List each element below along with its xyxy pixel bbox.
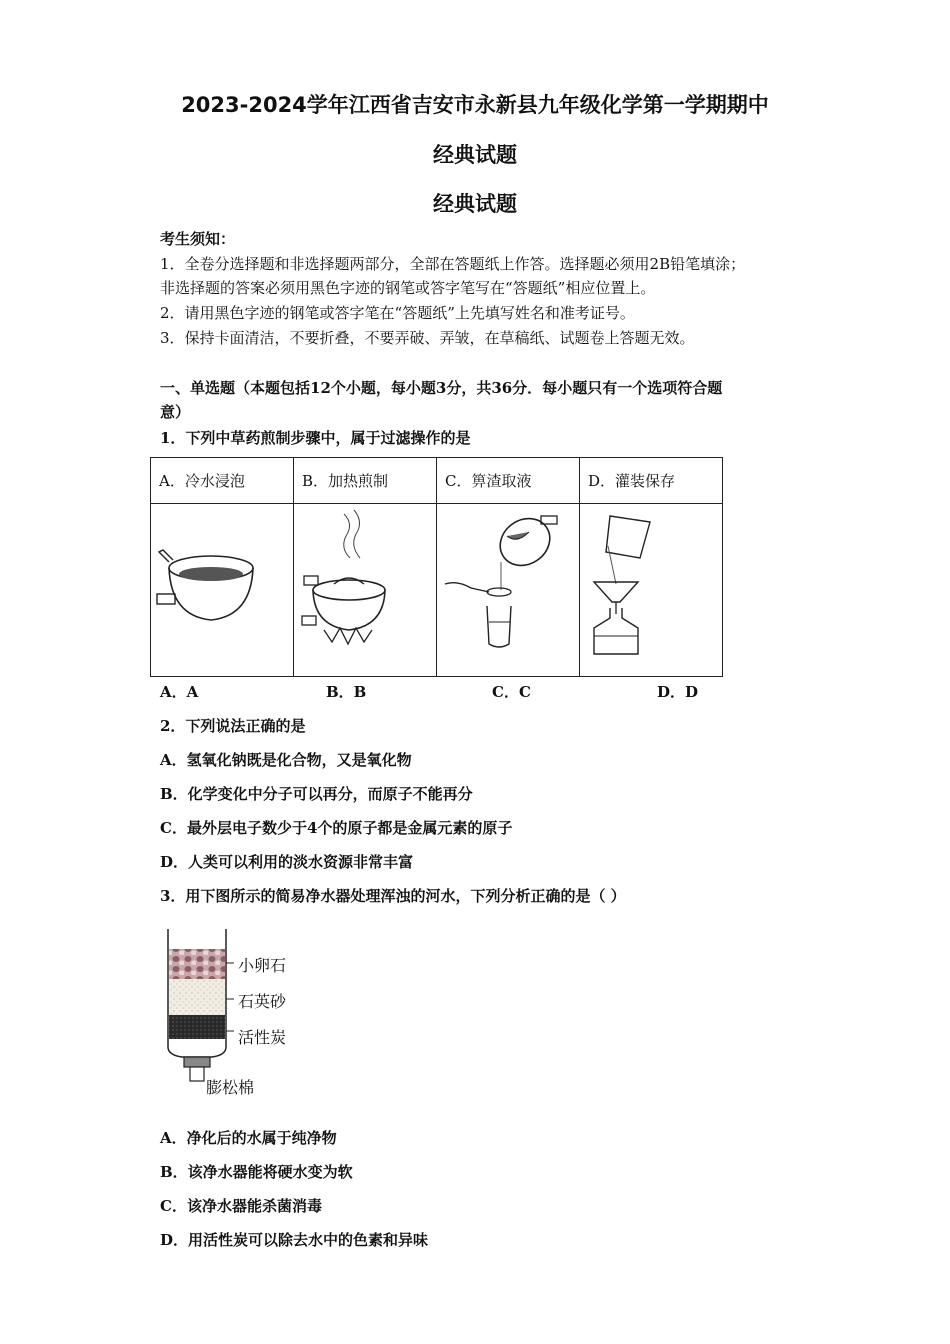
- q1-option-d-label: D．灌装保存: [580, 458, 723, 504]
- q3-option-a: A．净化后的水属于纯净物: [160, 1129, 337, 1147]
- notice-item-2: 2．请用黑色字迹的钢笔或答字笔在“答题纸”上先填写姓名和准考证号。: [160, 304, 635, 322]
- q1-option-b-label: B．加热煎制: [294, 458, 437, 504]
- q1-option-table: [150, 457, 723, 677]
- filter-label-quartz-sand: 石英砂: [238, 992, 287, 1011]
- filter-label-pebbles: 小卵石: [238, 956, 287, 975]
- notice-heading: 考生须知：: [160, 230, 236, 248]
- q1-answer-b: B．B: [326, 683, 367, 701]
- straining-icon: [437, 504, 579, 676]
- exam-subtitle: 经典试题: [433, 192, 517, 216]
- notice-item-1-cont: 非选择题的答案必须用黑色字迹的钢笔或答字笔写在“答题纸”相应位置上。: [160, 279, 656, 297]
- q1-option-a-label: A．冷水浸泡: [151, 458, 294, 504]
- q2-option-a: A．氢氧化钠既是化合物，又是氧化物: [160, 751, 412, 769]
- q2-option-c: C．最外层电子数少于4个的原子都是金属元素的原子: [160, 819, 513, 837]
- heating-pot-icon: [294, 504, 436, 676]
- q1-stem: 1．下列中草药煎制步骤中，属于过滤操作的是: [160, 429, 471, 447]
- q3-stem: 3．用下图所示的简易净水器处理浑浊的河水，下列分析正确的是（ ）: [160, 887, 626, 905]
- q2-stem: 2．下列说法正确的是: [160, 717, 306, 735]
- filter-label-activated-carbon: 活性炭: [238, 1028, 287, 1047]
- q1-option-a-figure: [151, 504, 294, 677]
- q1-option-b-figure: [294, 504, 437, 677]
- q1-answer-c: C．C: [492, 683, 531, 701]
- q1-option-d-figure: [580, 504, 723, 677]
- section-heading: 一、单选题（本题包括12个小题，每小题3分，共36分．每小题只有一个选项符合题: [160, 379, 723, 397]
- exam-title-line2: 经典试题: [433, 143, 517, 167]
- filter-label-cotton: 膨松棉: [206, 1078, 255, 1097]
- q2-option-b: B．化学变化中分子可以再分，而原子不能再分: [160, 785, 473, 803]
- q3-option-c: C．该净水器能杀菌消毒: [160, 1197, 322, 1215]
- exam-title-line1: 2023-2024学年江西省吉安市永新县九年级化学第一学期期中: [181, 93, 769, 117]
- q1-option-c-label: C．箅渣取液: [437, 458, 580, 504]
- q3-option-d: D．用活性炭可以除去水中的色素和异味: [160, 1231, 429, 1249]
- q1-option-c-figure: [437, 504, 580, 677]
- q1-answer-d: D．D: [657, 683, 699, 701]
- soaking-pot-icon: [151, 504, 293, 676]
- water-filter-figure: [160, 925, 320, 1105]
- notice-item-3: 3．保持卡面清洁，不要折叠，不要弄破、弄皱，在草稿纸、试题卷上答题无效。: [160, 329, 695, 347]
- bottling-icon: [580, 504, 722, 676]
- notice-item-1: 1．全卷分选择题和非选择题两部分，全部在答题纸上作答。选择题必须用2B铅笔填涂；: [160, 255, 746, 273]
- q2-option-d: D．人类可以利用的淡水资源非常丰富: [160, 853, 414, 871]
- q1-answer-a: A．A: [160, 683, 199, 701]
- section-heading-cont: 意）: [160, 403, 191, 421]
- q3-option-b: B．该净水器能将硬水变为软: [160, 1163, 353, 1181]
